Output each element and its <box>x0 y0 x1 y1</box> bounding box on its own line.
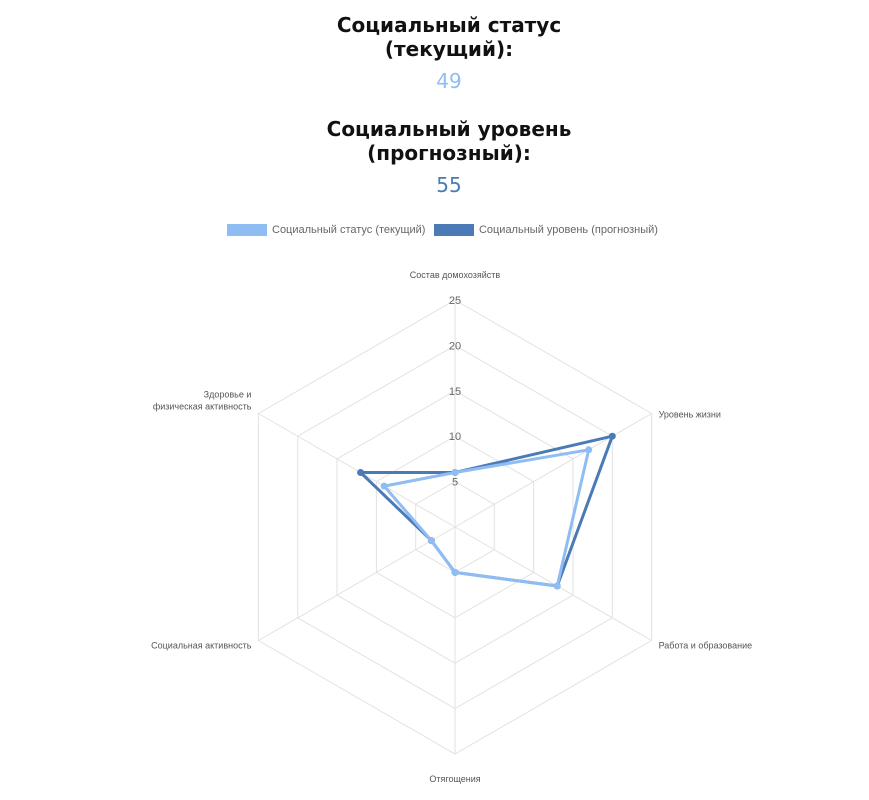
axis-label-4 <box>151 641 252 651</box>
current-status-title-line1: Социальный статус <box>336 13 562 37</box>
data-point-forecast-5 <box>357 469 364 476</box>
r-tick-label: 5 <box>451 476 459 489</box>
axis-label-line: физическая активность <box>152 401 252 412</box>
grid-spoke-4 <box>258 527 455 641</box>
data-point-current-4 <box>428 537 435 544</box>
r-tick-label: 15 <box>448 385 462 398</box>
forecast-level-title-line1: Социальный уровень <box>326 117 572 141</box>
axis-label-line: Отягощения <box>429 774 481 784</box>
data-point-current-2 <box>554 583 561 590</box>
axis-label-1 <box>659 410 721 420</box>
legend-label-forecast: Социальный уровень (прогнозный) <box>478 223 658 236</box>
r-tick-label: 10 <box>448 431 462 444</box>
data-point-current-1 <box>585 446 592 453</box>
axis-label-line: Работа и образование <box>658 640 753 651</box>
axis-label-5 <box>153 390 252 412</box>
data-point-forecast-1 <box>609 433 616 440</box>
current-status-value: 49 <box>436 69 462 93</box>
axis-label-line: Уровень жизни <box>658 409 721 420</box>
grid-spoke-1 <box>455 414 652 528</box>
forecast-level-value: 55 <box>436 173 462 197</box>
grid-spoke-5 <box>258 414 455 528</box>
data-point-current-5 <box>381 483 388 490</box>
axis-label-3 <box>429 774 480 784</box>
grid-spoke-2 <box>455 527 652 641</box>
legend-label-current: Социальный статус (текущий) <box>272 223 426 236</box>
data-point-current-0 <box>452 469 459 476</box>
forecast-level-title-line2: (прогнозный): <box>367 141 531 165</box>
current-status-title-line2: (текущий): <box>384 37 514 61</box>
series-line-current <box>384 450 589 586</box>
r-tick-label: 25 <box>448 295 462 307</box>
axis-label-line: Состав домохозяйств <box>409 270 501 280</box>
axis-label-line: Здоровье и <box>203 389 252 400</box>
axis-label-2 <box>659 641 753 651</box>
data-point-current-3 <box>452 569 459 576</box>
r-tick-label: 20 <box>448 340 462 353</box>
axis-label-0 <box>410 270 501 280</box>
axis-label-line: Социальная активность <box>151 640 252 651</box>
